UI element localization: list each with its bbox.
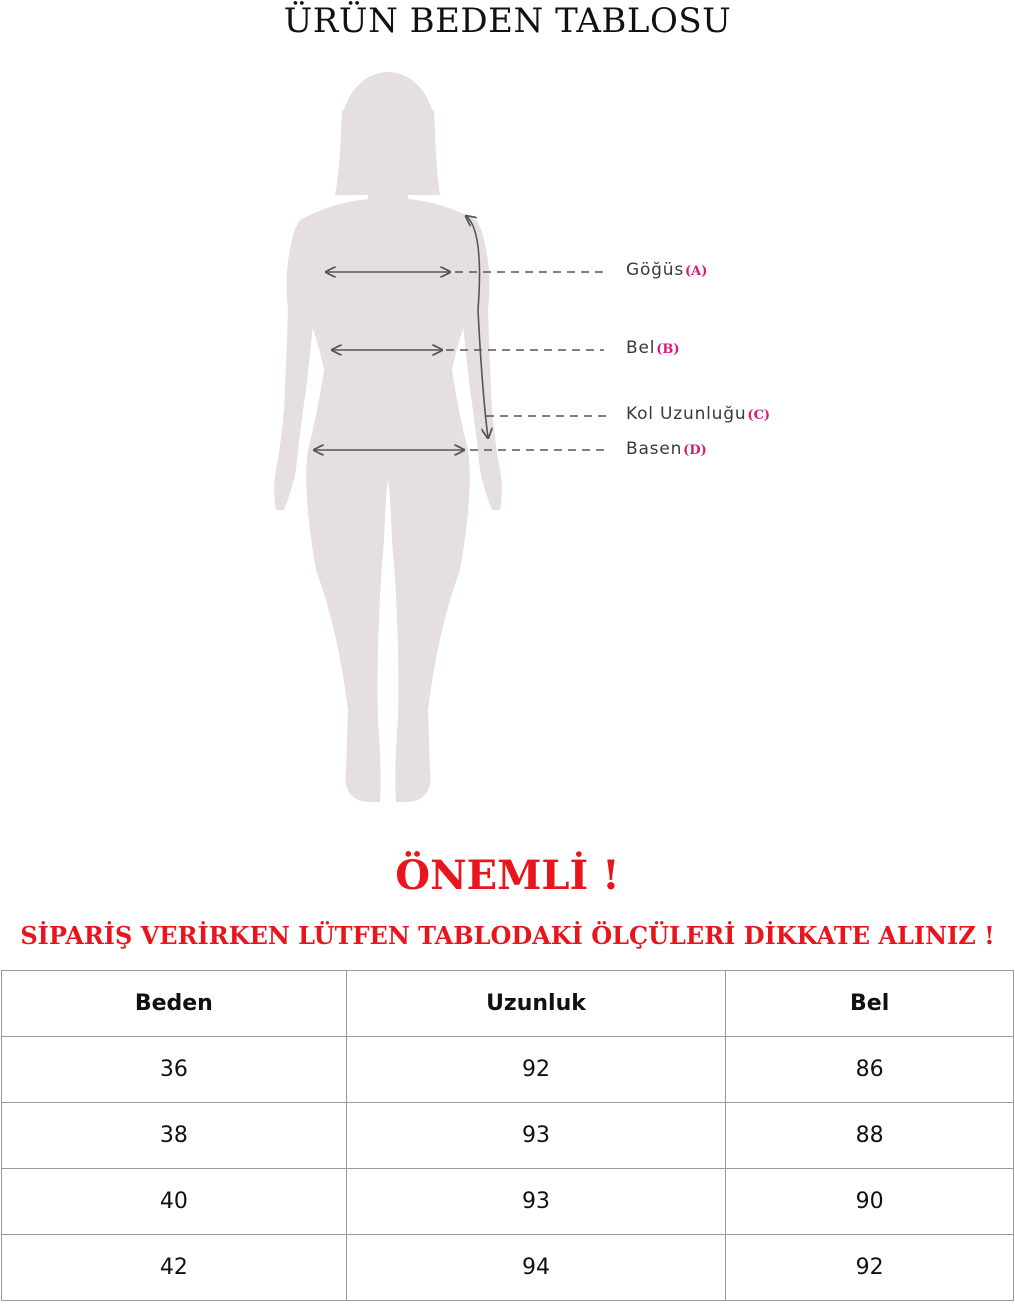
- body-measurement-figure: [0, 70, 1015, 810]
- table-cell: 94: [346, 1235, 726, 1301]
- measurement-waist-label: Bel: [626, 338, 656, 358]
- silhouette-body: [274, 72, 502, 802]
- table-cell: 92: [346, 1037, 726, 1103]
- page-title: ÜRÜN BEDEN TABLOSU: [283, 1, 732, 41]
- table-cell: 36: [2, 1037, 347, 1103]
- table-row: [2, 1037, 1014, 1103]
- column-header-length: Uzunluk: [346, 971, 726, 1037]
- measurement-waist: [626, 338, 680, 358]
- column-header-waist: Bel: [726, 971, 1014, 1037]
- table-header-row: [2, 971, 1014, 1037]
- table-row: [2, 1103, 1014, 1169]
- measurement-chest-code: (A): [685, 264, 708, 279]
- table-cell: 88: [726, 1103, 1014, 1169]
- measurement-sleeve-code: (C): [747, 408, 771, 423]
- measurement-sleeve-label: Kol Uzunluğu: [626, 404, 747, 424]
- table-cell: 40: [2, 1169, 347, 1235]
- measurement-chest-label: Göğüs: [626, 260, 684, 280]
- column-header-size: Beden: [2, 971, 347, 1037]
- measurement-waist-code: (B): [656, 342, 680, 357]
- table-cell: 42: [2, 1235, 347, 1301]
- measurement-sleeve: [626, 404, 770, 424]
- table-cell: 86: [726, 1037, 1014, 1103]
- size-table: [1, 970, 1014, 1301]
- table-cell: 90: [726, 1169, 1014, 1235]
- table-cell: 93: [346, 1103, 726, 1169]
- order-warning-text: SİPARİŞ VERİRKEN LÜTFEN TABLODAKİ ÖLÇÜLERİ DİKKATE ALINIZ !: [20, 921, 995, 950]
- measurement-chest: [626, 260, 707, 280]
- important-heading: ÖNEMLİ !: [395, 852, 620, 899]
- table-cell: 92: [726, 1235, 1014, 1301]
- table-cell: 38: [2, 1103, 347, 1169]
- table-cell: 93: [346, 1169, 726, 1235]
- measurement-hip-label: Basen: [626, 439, 683, 459]
- measurement-hip-code: (D): [683, 443, 707, 458]
- measurement-hip: [626, 439, 707, 459]
- table-row: [2, 1169, 1014, 1235]
- female-silhouette-icon: [0, 70, 1015, 810]
- table-row: [2, 1235, 1014, 1301]
